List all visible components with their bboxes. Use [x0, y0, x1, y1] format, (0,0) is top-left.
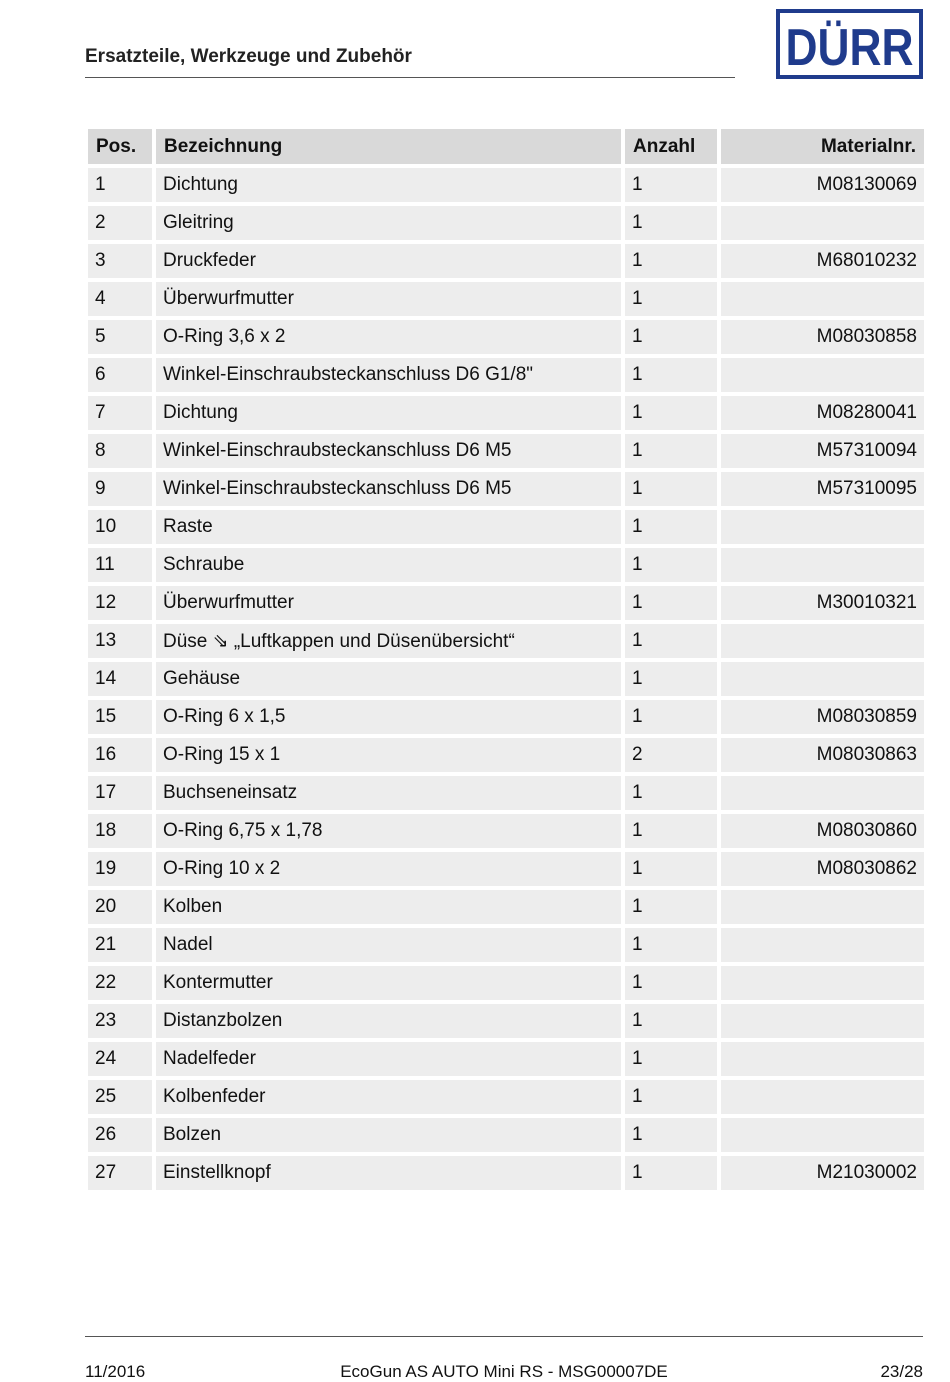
cell-pos: 27	[88, 1156, 152, 1190]
table-row	[88, 1042, 924, 1076]
cell-anzahl: 1	[625, 244, 717, 278]
cell-materialnr	[721, 624, 924, 658]
logo-wordmark: DÜRR	[785, 19, 914, 77]
cell-bezeichnung: Kolben	[156, 890, 621, 924]
cell-pos: 3	[88, 244, 152, 278]
cell-bezeichnung: Nadelfeder	[156, 1042, 621, 1076]
cell-materialnr: M30010321	[721, 586, 924, 620]
cell-materialnr: M08030862	[721, 852, 924, 886]
table-row	[88, 852, 924, 886]
cell-anzahl: 1	[625, 1080, 717, 1114]
cell-pos: 14	[88, 662, 152, 696]
cell-pos: 20	[88, 890, 152, 924]
cell-pos: 11	[88, 548, 152, 582]
page-header-title: Ersatzteile, Werkzeuge und Zubehör	[85, 46, 412, 67]
cell-pos: 9	[88, 472, 152, 506]
cell-anzahl: 1	[625, 776, 717, 810]
cell-pos: 13	[88, 624, 152, 658]
cell-materialnr	[721, 776, 924, 810]
table-row	[88, 662, 924, 696]
cell-bezeichnung: Kolbenfeder	[156, 1080, 621, 1114]
cell-bezeichnung: Einstellknopf	[156, 1156, 621, 1190]
cell-anzahl: 1	[625, 320, 717, 354]
cell-anzahl: 1	[625, 206, 717, 240]
cell-anzahl: 1	[625, 890, 717, 924]
cell-materialnr	[721, 1118, 924, 1152]
cell-materialnr: M21030002	[721, 1156, 924, 1190]
column-header-bezeichnung: Bezeichnung	[156, 129, 621, 164]
table-row	[88, 1004, 924, 1038]
cell-pos: 7	[88, 396, 152, 430]
cell-bezeichnung: Gehäuse	[156, 662, 621, 696]
cell-bezeichnung: Gleitring	[156, 206, 621, 240]
cell-materialnr	[721, 548, 924, 582]
table-row	[88, 776, 924, 810]
cell-pos: 6	[88, 358, 152, 392]
cell-pos: 10	[88, 510, 152, 544]
table-row	[88, 548, 924, 582]
cell-pos: 17	[88, 776, 152, 810]
cell-pos: 23	[88, 1004, 152, 1038]
cell-materialnr	[721, 1004, 924, 1038]
cell-anzahl: 1	[625, 168, 717, 202]
cell-bezeichnung: O-Ring 3,6 x 2	[156, 320, 621, 354]
table-row	[88, 396, 924, 430]
cell-pos: 2	[88, 206, 152, 240]
table-row	[88, 434, 924, 468]
cell-anzahl: 1	[625, 814, 717, 848]
parts-table-body	[88, 168, 924, 1190]
cell-bezeichnung: O-Ring 6 x 1,5	[156, 700, 621, 734]
cell-anzahl: 1	[625, 1042, 717, 1076]
cell-anzahl: 1	[625, 966, 717, 1000]
cell-anzahl: 1	[625, 700, 717, 734]
cell-materialnr	[721, 890, 924, 924]
cell-materialnr	[721, 1080, 924, 1114]
parts-table	[84, 125, 928, 1194]
table-row	[88, 510, 924, 544]
cell-anzahl: 1	[625, 928, 717, 962]
cell-pos: 8	[88, 434, 152, 468]
cell-pos: 16	[88, 738, 152, 772]
cell-materialnr	[721, 358, 924, 392]
table-row	[88, 586, 924, 620]
footer-date: 11/2016	[85, 1362, 146, 1381]
cell-pos: 22	[88, 966, 152, 1000]
cell-materialnr: M08130069	[721, 168, 924, 202]
duerr-logo	[776, 9, 923, 79]
cell-anzahl: 1	[625, 662, 717, 696]
cell-pos: 18	[88, 814, 152, 848]
cell-materialnr: M68010232	[721, 244, 924, 278]
cell-anzahl: 1	[625, 358, 717, 392]
cell-bezeichnung: Nadel	[156, 928, 621, 962]
cell-materialnr: M57310094	[721, 434, 924, 468]
cell-materialnr: M08030863	[721, 738, 924, 772]
cell-bezeichnung: Winkel-Einschraubsteckanschluss D6 G1/8"	[156, 358, 621, 392]
cell-bezeichnung: Winkel-Einschraubsteckanschluss D6 M5	[156, 434, 621, 468]
table-row	[88, 168, 924, 202]
cell-anzahl: 1	[625, 396, 717, 430]
table-row	[88, 928, 924, 962]
cell-bezeichnung: Buchseneinsatz	[156, 776, 621, 810]
cell-pos: 19	[88, 852, 152, 886]
table-row	[88, 1080, 924, 1114]
cell-anzahl: 1	[625, 1118, 717, 1152]
footer-page-number: 23/28	[880, 1362, 923, 1381]
table-row	[88, 890, 924, 924]
cell-materialnr	[721, 662, 924, 696]
cell-pos: 25	[88, 1080, 152, 1114]
cell-anzahl: 1	[625, 434, 717, 468]
cell-bezeichnung: Dichtung	[156, 168, 621, 202]
cell-pos: 1	[88, 168, 152, 202]
table-row	[88, 1156, 924, 1190]
cell-materialnr	[721, 510, 924, 544]
table-row	[88, 814, 924, 848]
cell-pos: 24	[88, 1042, 152, 1076]
cell-pos: 21	[88, 928, 152, 962]
cell-bezeichnung: Schraube	[156, 548, 621, 582]
table-row	[88, 206, 924, 240]
cell-anzahl: 1	[625, 852, 717, 886]
cell-bezeichnung: Druckfeder	[156, 244, 621, 278]
footer-document-id: EcoGun AS AUTO Mini RS - MSG00007DE	[340, 1362, 668, 1381]
cell-materialnr: M08030860	[721, 814, 924, 848]
table-row	[88, 624, 924, 658]
cell-bezeichnung: Überwurfmutter	[156, 282, 621, 316]
cell-anzahl: 1	[625, 510, 717, 544]
table-row	[88, 358, 924, 392]
cell-materialnr: M57310095	[721, 472, 924, 506]
column-header-anzahl: Anzahl	[625, 129, 717, 164]
cell-bezeichnung: O-Ring 10 x 2	[156, 852, 621, 886]
cell-bezeichnung: Düse ⇘ „Luftkappen und Düsenübersicht“	[156, 624, 621, 658]
cell-bezeichnung: Winkel-Einschraubsteckanschluss D6 M5	[156, 472, 621, 506]
cell-bezeichnung: O-Ring 6,75 x 1,78	[156, 814, 621, 848]
table-row	[88, 472, 924, 506]
table-row	[88, 700, 924, 734]
table-row	[88, 966, 924, 1000]
cell-bezeichnung: Dichtung	[156, 396, 621, 430]
cell-bezeichnung: Überwurfmutter	[156, 586, 621, 620]
cell-materialnr: M08030858	[721, 320, 924, 354]
cell-anzahl: 1	[625, 624, 717, 658]
table-row	[88, 282, 924, 316]
cell-anzahl: 1	[625, 548, 717, 582]
cell-bezeichnung: Raste	[156, 510, 621, 544]
cell-anzahl: 1	[625, 586, 717, 620]
cell-anzahl: 1	[625, 472, 717, 506]
cell-materialnr: M08280041	[721, 396, 924, 430]
table-row	[88, 320, 924, 354]
cell-materialnr	[721, 206, 924, 240]
cell-pos: 26	[88, 1118, 152, 1152]
table-header-row	[88, 129, 924, 164]
column-header-materialnr: Materialnr.	[721, 129, 924, 164]
cell-pos: 12	[88, 586, 152, 620]
table-row	[88, 738, 924, 772]
column-header-pos: Pos.	[88, 129, 152, 164]
cell-pos: 15	[88, 700, 152, 734]
cell-materialnr	[721, 282, 924, 316]
cell-anzahl: 1	[625, 1004, 717, 1038]
cell-anzahl: 1	[625, 1156, 717, 1190]
cell-materialnr: M08030859	[721, 700, 924, 734]
cell-bezeichnung: Distanzbolzen	[156, 1004, 621, 1038]
cell-bezeichnung: Bolzen	[156, 1118, 621, 1152]
cell-anzahl: 2	[625, 738, 717, 772]
cell-materialnr	[721, 928, 924, 962]
cell-anzahl: 1	[625, 282, 717, 316]
cell-bezeichnung: Kontermutter	[156, 966, 621, 1000]
table-row	[88, 1118, 924, 1152]
cell-materialnr	[721, 966, 924, 1000]
header-divider	[85, 77, 735, 78]
table-row	[88, 244, 924, 278]
cell-materialnr	[721, 1042, 924, 1076]
cell-bezeichnung: O-Ring 15 x 1	[156, 738, 621, 772]
footer-divider	[85, 1336, 923, 1337]
cell-pos: 4	[88, 282, 152, 316]
cell-pos: 5	[88, 320, 152, 354]
